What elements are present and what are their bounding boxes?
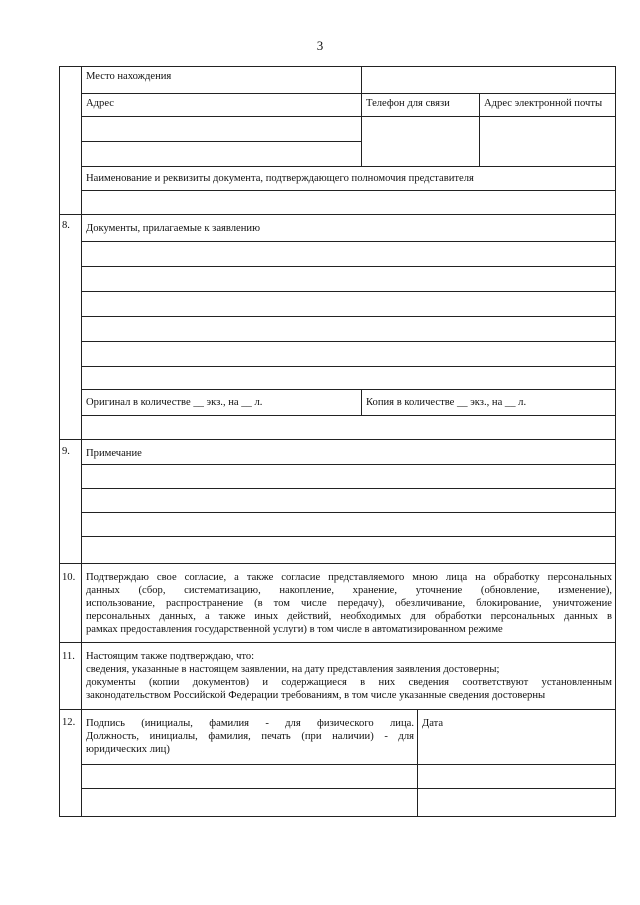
table-top-line <box>59 66 616 67</box>
phone-label: Телефон для связи <box>366 98 450 109</box>
confirmation-line-2: сведения, указанные в настоящем заявлении, на дату представления заявления достоверны; <box>86 664 500 675</box>
documents-line-2 <box>81 266 616 267</box>
doc-label-bottom-line <box>81 190 616 191</box>
signature-date-divider <box>417 709 418 817</box>
section-9-bottom-line <box>59 563 616 564</box>
copy-count-label: Копия в количестве __ экз., на __ л. <box>366 397 527 408</box>
documents-line-3 <box>81 291 616 292</box>
note-label: Примечание <box>86 448 142 459</box>
page-number: 3 <box>316 38 324 53</box>
confirmation-line-3: документы (копии документов) и содержащиеся в них сведения соответствуют установленным <box>86 677 612 688</box>
section-7-bottom-line <box>59 214 616 215</box>
section-10-bottom-line <box>59 642 616 643</box>
documents-line-7 <box>81 389 616 390</box>
date-label: Дата <box>422 718 444 729</box>
section-8-number: 8. <box>62 220 70 231</box>
documents-line-5 <box>81 341 616 342</box>
documents-line-1 <box>81 241 616 242</box>
address-field-line-2 <box>81 141 362 142</box>
note-line-1 <box>81 464 616 465</box>
consent-text-line-4: персональных данных, а также иных действий, необходимых для обработки персональных данных в <box>86 611 612 622</box>
location-right-divider <box>361 66 362 93</box>
consent-text-line-5: рамках предоставления государственной услуги) в том числе в автоматизированном режиме <box>86 624 503 635</box>
note-line-3 <box>81 512 616 513</box>
representative-doc-label: Наименование и реквизиты документа, подтверждающего полномочия представителя <box>86 173 474 184</box>
consent-text-line-1: Подтверждаю свое согласие, а также согласие представляемого мною лица на обработку персональных <box>86 572 612 583</box>
signature-label-line-3: юридических лиц) <box>86 744 170 755</box>
email-label: Адрес электронной почты <box>484 98 603 109</box>
attached-documents-label: Документы, прилагаемые к заявлению <box>86 223 261 234</box>
documents-line-6 <box>81 366 616 367</box>
section-8-bottom-line <box>59 439 616 440</box>
confirmation-line-4: законодательством Российской Федерации требованиям, в том числе указанные сведения достоверны <box>86 690 546 701</box>
table-border-left <box>59 66 60 817</box>
signature-line-2 <box>81 788 616 789</box>
email-left-divider <box>479 93 480 166</box>
consent-text-line-2: данных (сбор, систематизацию, накопление, хранение, уточнение (обновление, изменение), <box>86 585 612 596</box>
section-11-number: 11. <box>62 651 75 662</box>
section-9-number: 9. <box>62 446 70 457</box>
table-border-right <box>615 66 616 817</box>
note-line-4 <box>81 536 616 537</box>
phone-left-divider <box>361 93 362 166</box>
confirmation-line-1: Настоящим также подтверждаю, что: <box>86 651 255 662</box>
original-count-label: Оригинал в количестве __ экз., на __ л. <box>86 397 263 408</box>
location-bottom-line <box>81 93 616 94</box>
signature-line-1 <box>81 764 616 765</box>
address-block-bottom-line <box>81 166 616 167</box>
signature-label-line-1: Подпись (инициалы, фамилия - для физического лица. <box>86 718 414 729</box>
note-line-2 <box>81 488 616 489</box>
table-bottom-line <box>59 816 616 817</box>
signature-label-line-2: Должность, инициалы, фамилия, печать (при наличии) - для <box>86 731 414 742</box>
original-copy-divider <box>361 389 362 415</box>
section-10-number: 10. <box>62 572 76 583</box>
application-form-table <box>59 66 616 817</box>
address-field-line-1 <box>81 116 362 117</box>
counts-bottom-line <box>81 415 616 416</box>
contact-header-line <box>361 116 616 117</box>
location-label: Место нахождения <box>86 71 172 82</box>
address-label: Адрес <box>86 98 115 109</box>
section-11-bottom-line <box>59 709 616 710</box>
documents-line-4 <box>81 316 616 317</box>
section-12-number: 12. <box>62 717 76 728</box>
consent-text-line-3: использование, распространение (в том числе передачу), обезличивание, блокирование, уничтожение <box>86 598 612 609</box>
number-column-divider <box>81 66 82 817</box>
